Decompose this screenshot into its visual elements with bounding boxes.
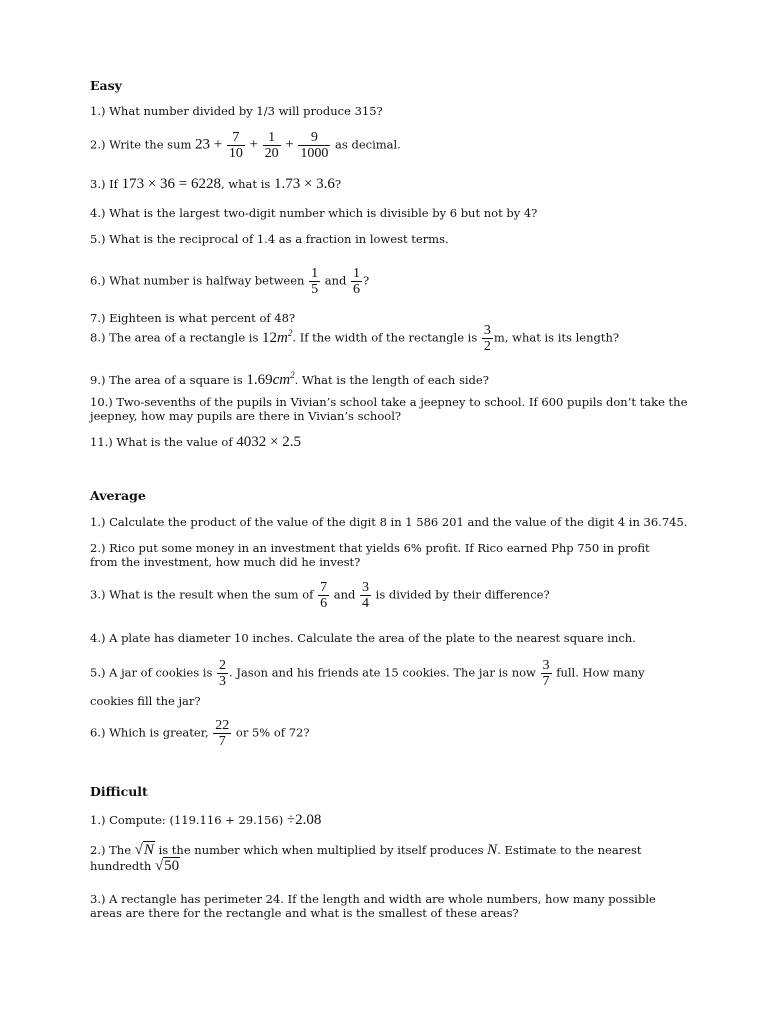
average-question-4: 4.) A plate has diameter 10 inches. Calculate the area of the plate to the nearest square inch. — [90, 631, 636, 645]
square-root: √N — [134, 842, 154, 858]
easy-question-11: 11.) What is the value of 4032 × 2.5 — [90, 434, 301, 450]
easy-question-3: 3.) If 173 × 36 = 6228, what is 1.73 × 3.6? — [90, 176, 342, 192]
easy-q2-whole: 23 — [195, 136, 211, 153]
plus-sign: + — [249, 136, 258, 153]
easy-q2-text: 2.) Write the sum — [90, 137, 192, 152]
easy-question-1: 1.) What number divided by 1/3 will produce 315? — [90, 104, 383, 118]
fraction: $\frac{7}{10}$ — [228, 130, 243, 161]
math-expression: 4032 × 2.5 — [236, 434, 301, 450]
easy-q2-text-end: as decimal. — [335, 137, 401, 152]
plus-sign: + — [213, 136, 223, 153]
easy-question-4: 4.) What is the largest two-digit number which is divisible by 6 but not by 4? — [90, 206, 538, 220]
fraction: $\frac{3}{7}$ — [542, 658, 550, 689]
square-root: √50 — [154, 858, 180, 874]
easy-question-5: 5.) What is the reciprocal of 1.4 as a fraction in lowest terms. — [90, 232, 449, 246]
average-question-2: 2.) Rico put some money in an investment that yields 6% profit. If Rico earned Php 750 in profit from the investment, how much did he invest? — [90, 541, 650, 569]
difficult-question-2-line2: hundredth √50 — [90, 858, 180, 874]
section-heading-difficult: Difficult — [90, 784, 148, 799]
fraction: $\frac{7}{6}$ — [320, 580, 328, 611]
average-question-6: 6.) Which is greater, $\frac{22}{7}$ or 5% of 72? — [90, 718, 310, 749]
fraction: $\frac{9}{1000}$ — [300, 130, 329, 161]
difficult-question-1: 1.) Compute: (119.116 + 29.156) ÷2.08 — [90, 812, 322, 828]
math-expression: ÷2.08 — [286, 812, 322, 828]
fraction: $\frac{22}{7}$ — [215, 718, 230, 749]
average-question-1: 1.) Calculate the product of the value of the digit 8 in 1 586 201 and the value of the digit 4 in 36.745. — [90, 515, 688, 529]
section-heading-easy: Easy — [90, 78, 122, 93]
easy-question-2 — [90, 130, 690, 161]
fraction: $\frac{2}{3}$ — [219, 658, 227, 689]
easy-question-7: 7.) Eighteen is what percent of 48? — [90, 311, 296, 325]
difficult-question-2: 2.) The √N is the number which when multiplied by itself produces N. Estimate to the nearest — [90, 842, 642, 858]
section-heading-average: Average — [90, 488, 146, 503]
average-question-5: 5.) A jar of cookies is $\frac{2}{3}$ . Jason and his friends ate 15 cookies. The jar is now $\frac{3}{7}$ full. How many — [90, 658, 645, 689]
math-expression: 173 × 36 = 6228 — [121, 176, 221, 192]
easy-question-9: 9.) The area of a square is $1.69cm^2$. What is the length of each side? — [90, 370, 489, 388]
easy-question-6: 6.) What number is halfway between $\frac{1}{5}$ and $\frac{1}{6}$ ? — [90, 266, 370, 297]
easy-question-10: 10.) Two-sevenths of the pupils in Vivian’s school take a jeepney to school. If 600 pupils don’t take the jeepney, how may pupils are there in Vivian’s school? — [90, 395, 688, 423]
plus-sign: + — [285, 136, 294, 153]
difficult-question-3: 3.) A rectangle has perimeter 24. If the length and width are whole numbers, how many possible areas are there for the rectangle and what is the smallest of these areas? — [90, 892, 656, 920]
fraction: $\frac{1}{5}$ — [311, 266, 319, 297]
fraction: $\frac{3}{4}$ — [362, 580, 370, 611]
math-expression: 1.73 × 3.6 — [273, 176, 335, 192]
fraction: $\frac{1}{6}$ — [353, 266, 361, 297]
easy-question-8: 8.) The area of a rectangle is $12m^2$. If the width of the rectangle is $\frac{3}{2}$ m, what is its length? — [90, 323, 620, 354]
average-question-5-line2: cookies fill the jar? — [90, 694, 201, 708]
fraction: $\frac{1}{20}$ — [264, 130, 279, 161]
average-question-3: 3.) What is the result when the sum of $\frac{7}{6}$ and $\frac{3}{4}$ is divided by their difference? — [90, 580, 550, 611]
fraction: $\frac{3}{2}$ — [483, 323, 491, 354]
